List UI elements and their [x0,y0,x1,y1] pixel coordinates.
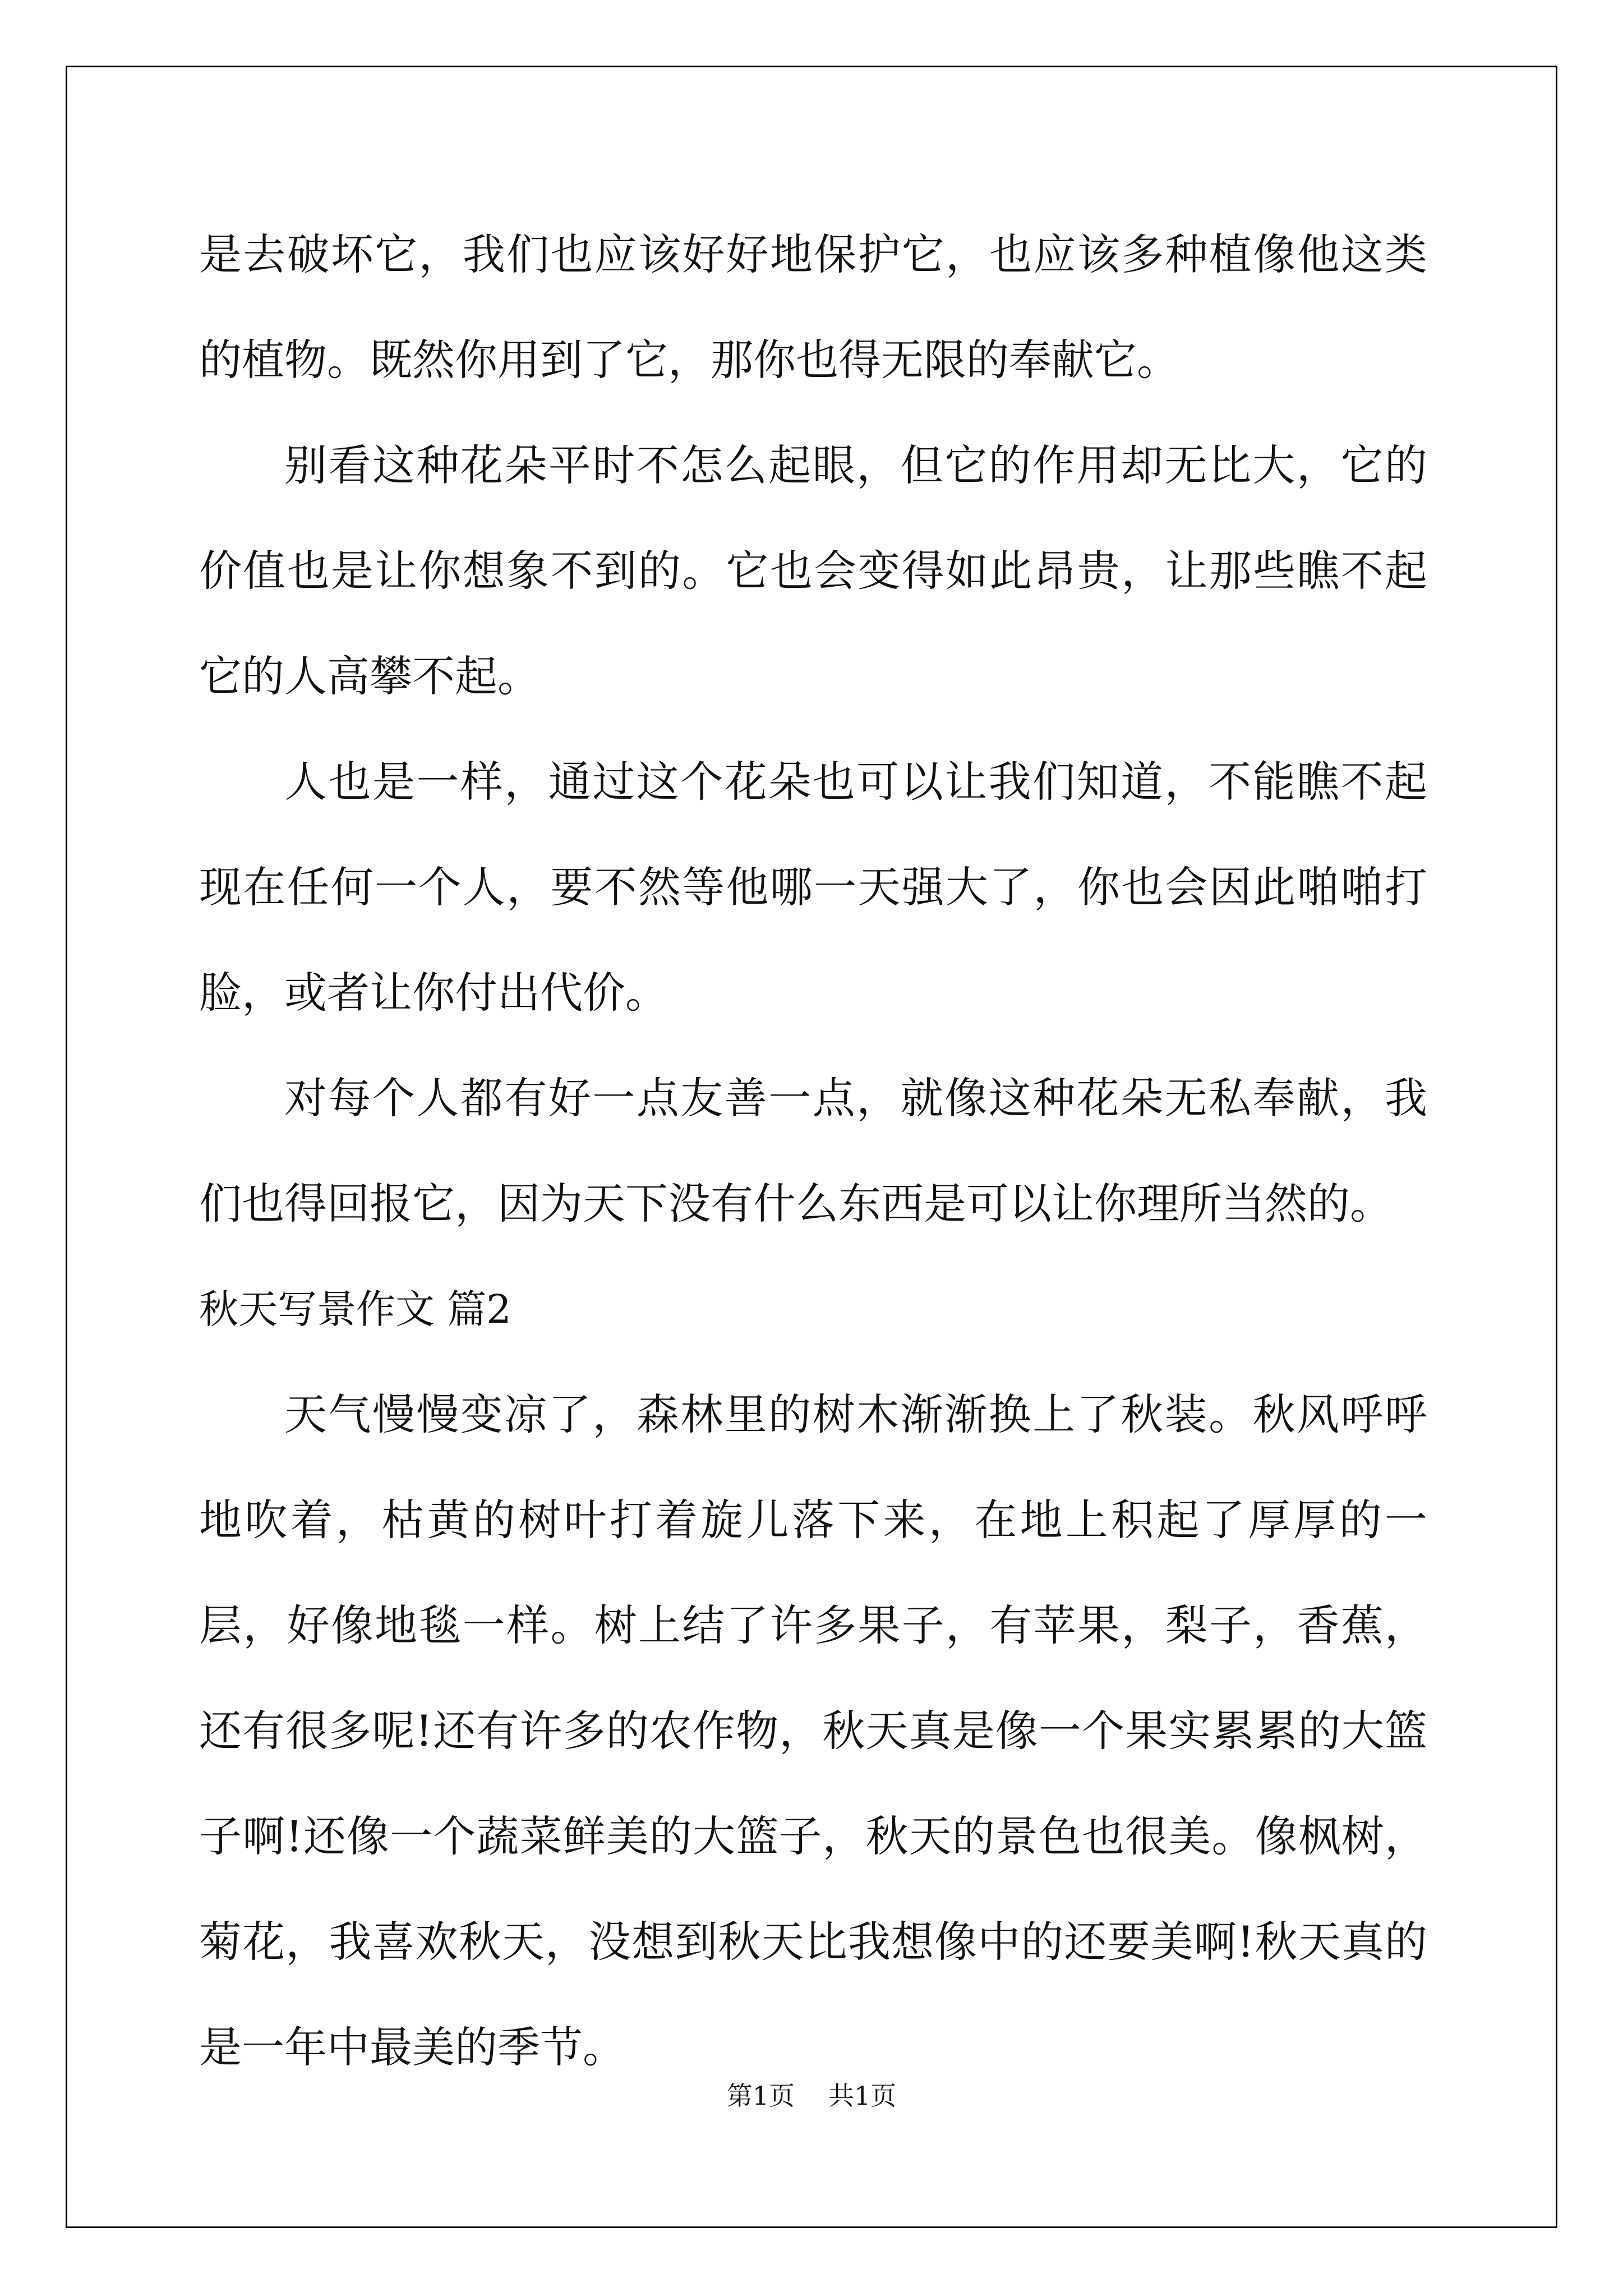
section-paragraph: 天气慢慢变凉了，森林里的树木渐渐换上了秋装。秋风呼呼地吹着，枯黄的树叶打着旋儿落下来，在地上积起了厚厚的一层，好像地毯一样。树上结了许多果子，有苹果，梨子，香蕉，还有很多呢!还有许多的农作物，秋天真是像一个果实累累的大篮子啊!还像一个蔬菜鲜美的大篮子，秋天的景色也很美。像枫树，菊花，我喜欢秋天，没想到秋天比我想像中的还要美啊!秋天真的是一年中最美的季节。 [199,1389,1427,2072]
paragraph-3: 人也是一样，通过这个花朵也可以让我们知道，不能瞧不起现在任何一个人，要不然等他哪一天强大了，你也会因此啪啪打脸，或者让你付出代价。 [199,757,1427,1018]
paragraph-2: 别看这种花朵平时不怎么起眼，但它的作用却无比大，它的价值也是让你想象不到的。它也会变得如此昂贵，让那些瞧不起它的人高攀不起。 [199,440,1427,701]
page-total-label: 共1页 [828,2081,897,2111]
paragraph-1: 是去破坏它，我们也应该好好地保护它，也应该多种植像他这类的植物。既然你用到了它，那你也得无限的奉献它。 [199,229,1427,385]
section-heading: 秋天写景作文 篇2 [199,1286,511,1332]
page-footer [0,2076,1623,2113]
page-number-label: 第1页 [726,2081,795,2111]
document-body [199,202,1427,2100]
paragraph-4: 对每个人都有好一点友善一点，就像这种花朵无私奉献，我们也得回报它，因为天下没有什么东西是可以让你理所当然的。 [199,1073,1427,1228]
